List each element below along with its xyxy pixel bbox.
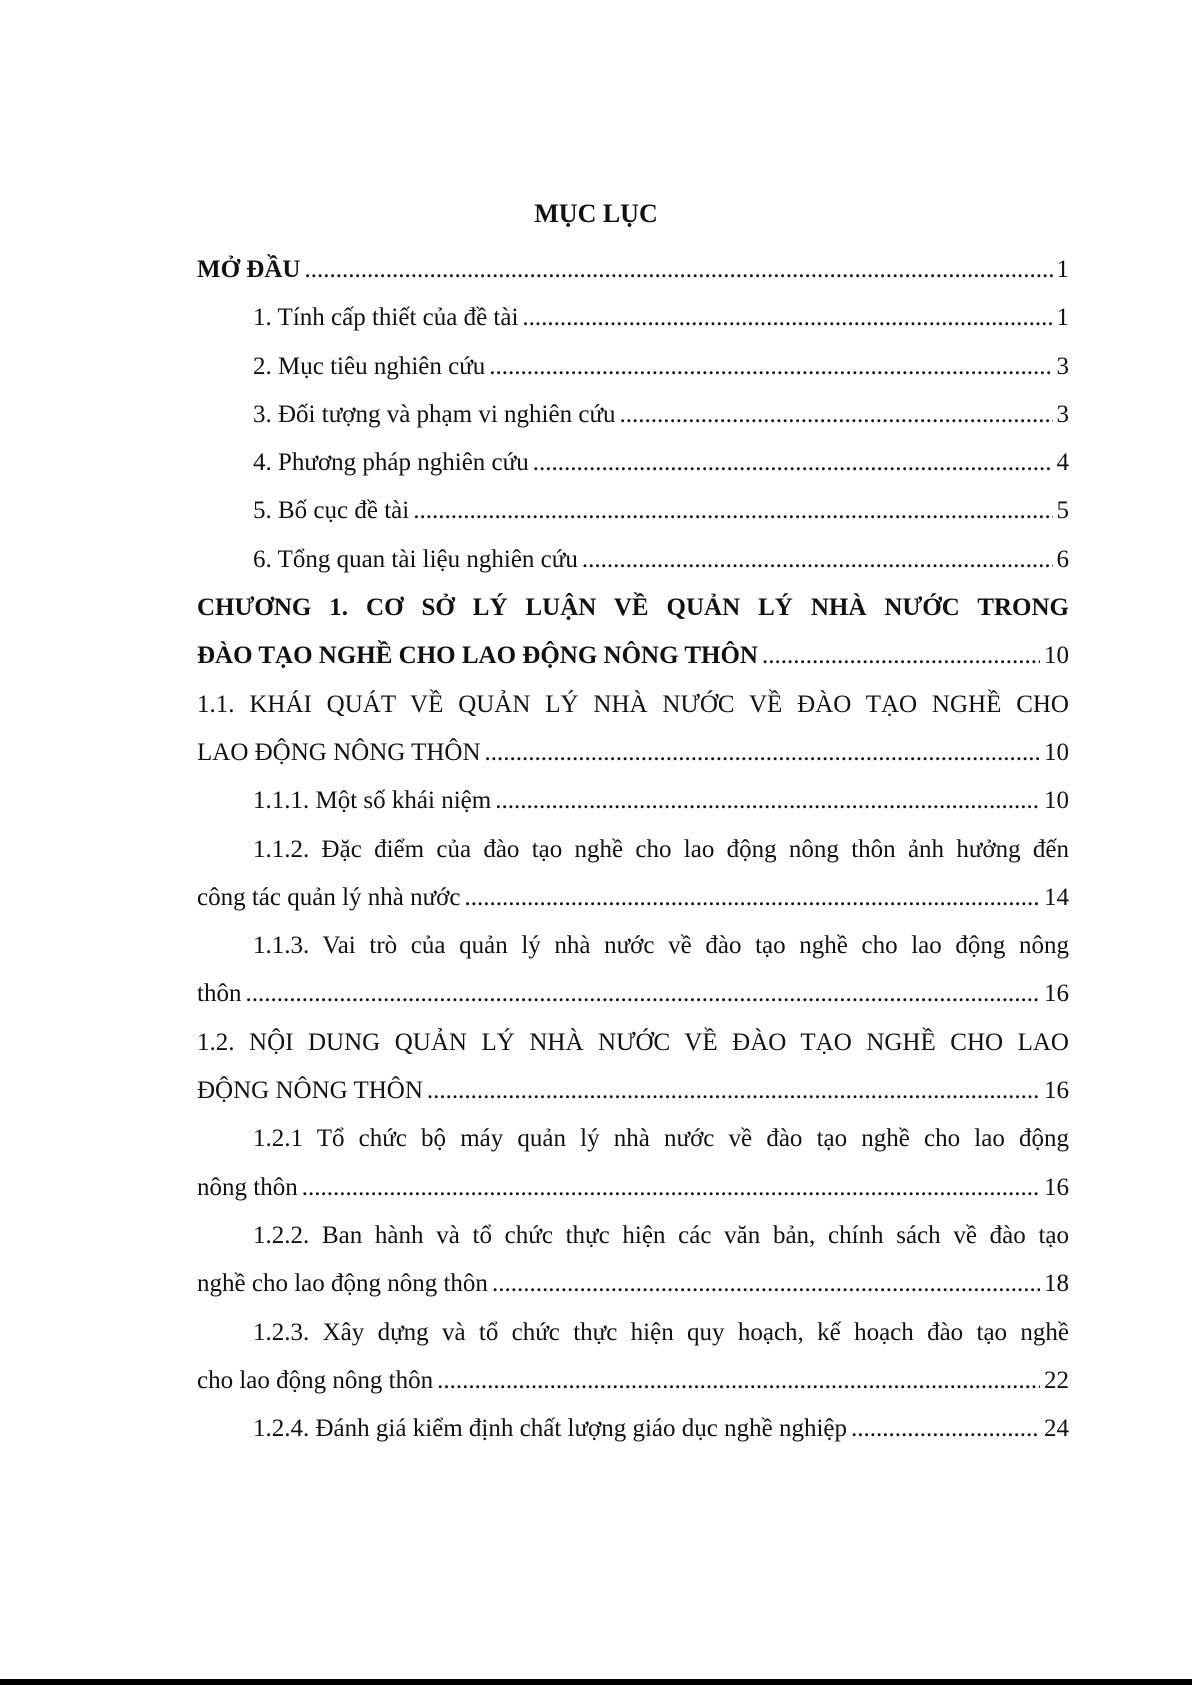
toc-entry-text: thôn: [197, 980, 242, 1008]
toc-entry-1-1-line1[interactable]: 1.1. KHÁI QUÁT VỀ QUẢN LÝ NHÀ NƯỚC VỀ ĐÀO TẠO NGHỀ CHO: [197, 690, 1069, 718]
toc-entry-text: 1.2.4. Đánh giá kiểm định chất lượng giáo dục nghề nghiệp: [253, 1415, 848, 1443]
toc-page-number: 10: [1044, 787, 1069, 815]
toc-entry-mo-dau[interactable]: [197, 246, 1069, 294]
toc-entry-text: cho lao động nông thôn: [197, 1366, 434, 1394]
toc-entry-text: 2. Mục tiêu nghiên cứu: [253, 352, 486, 380]
toc-page-number: 22: [1044, 1366, 1069, 1394]
toc-entry-1-1-2-line1[interactable]: 1.1.2. Đặc điểm của đào tạo nghề cho lao động nông thôn ảnh hưởng đến: [253, 835, 1069, 863]
toc-page-number: 10: [1044, 642, 1069, 670]
toc-entry-text: LAO ĐỘNG NÔNG THÔN: [197, 738, 481, 766]
dot-leader: [851, 1405, 1040, 1453]
toc-entry-section-4[interactable]: [197, 439, 1069, 487]
page-edge-bar: [0, 1679, 1192, 1685]
dot-leader: [465, 874, 1041, 922]
toc-entry-text: nghề cho lao động nông thôn: [197, 1270, 488, 1298]
toc-entry-1-2-1[interactable]: [197, 1164, 1069, 1212]
toc-page-number: 6: [1056, 545, 1069, 573]
toc-entry-1-2-line1[interactable]: 1.2. NỘI DUNG QUẢN LÝ NHÀ NƯỚC VỀ ĐÀO TẠO NGHỀ CHO LAO: [197, 1028, 1069, 1056]
toc-page-number: 3: [1056, 352, 1069, 380]
dot-leader: [533, 439, 1053, 487]
toc-page-number: 16: [1044, 980, 1069, 1008]
toc-entry-1-1-1[interactable]: [197, 777, 1069, 825]
toc-entry-text: công tác quản lý nhà nước: [197, 883, 461, 911]
toc-entry-text: 5. Bố cục đề tài: [253, 497, 410, 525]
toc-entry-text: 4. Phương pháp nghiên cứu: [253, 449, 529, 477]
toc-entry-1-1-3[interactable]: [197, 970, 1069, 1018]
dot-leader: [437, 1357, 1040, 1405]
dot-leader: [582, 536, 1053, 584]
toc-entry-chapter-1[interactable]: [197, 632, 1069, 680]
toc-page-number: 10: [1044, 738, 1069, 766]
toc-entry-section-2[interactable]: [197, 343, 1069, 391]
toc-entry-1-1[interactable]: [197, 729, 1069, 777]
toc-page-number: 1: [1056, 256, 1069, 283]
toc-page-number: 18: [1044, 1270, 1069, 1298]
dot-leader: [762, 632, 1040, 680]
dot-leader: [620, 391, 1053, 439]
toc-entry-text: 1.1.1. Một số khái niệm: [253, 787, 492, 815]
table-of-contents: [197, 246, 1069, 1453]
dot-leader: [427, 1067, 1040, 1115]
toc-entry-text: 3. Đối tượng và phạm vi nghiên cứu: [253, 400, 616, 428]
toc-page-number: 16: [1044, 1077, 1069, 1105]
toc-entry-1-2-3[interactable]: [197, 1357, 1069, 1405]
toc-entry-1-2-2[interactable]: [197, 1260, 1069, 1308]
toc-entry-text: MỞ ĐẦU: [197, 256, 301, 283]
toc-page-number: 14: [1044, 883, 1069, 911]
toc-page-number: 4: [1056, 449, 1069, 477]
toc-entry-text: 1. Tính cấp thiết của đề tài: [253, 304, 519, 332]
toc-entry-text: ĐÀO TẠO NGHỀ CHO LAO ĐỘNG NÔNG THÔN: [197, 642, 758, 670]
toc-entry-1-1-2[interactable]: [197, 874, 1069, 922]
toc-entry-section-5[interactable]: [197, 487, 1069, 535]
toc-entry-1-2-1-line1[interactable]: 1.2.1 Tổ chức bộ máy quản lý nhà nước về đào tạo nghề cho lao động: [253, 1125, 1069, 1153]
toc-page-number: 24: [1044, 1415, 1069, 1443]
dot-leader: [304, 246, 1052, 294]
toc-entry-1-2-2-line1[interactable]: 1.2.2. Ban hành và tổ chức thực hiện các văn bản, chính sách về đào tạo: [253, 1221, 1069, 1249]
toc-entry-1-2-3-line1[interactable]: 1.2.3. Xây dựng và tổ chức thực hiện quy hoạch, kế hoạch đào tạo nghề: [253, 1318, 1069, 1346]
toc-entry-1-2-4[interactable]: [197, 1405, 1069, 1453]
toc-page-number: 5: [1056, 497, 1069, 525]
dot-leader: [302, 1164, 1040, 1212]
dot-leader: [485, 729, 1040, 777]
dot-leader: [495, 777, 1040, 825]
dot-leader: [245, 970, 1040, 1018]
toc-page-number: 3: [1056, 400, 1069, 428]
dot-leader: [413, 487, 1052, 535]
page-title: MỤC LỤC: [534, 199, 658, 228]
toc-entry-1-2[interactable]: [197, 1067, 1069, 1115]
dot-leader: [492, 1260, 1040, 1308]
toc-page-number: 16: [1044, 1173, 1069, 1201]
dot-leader: [522, 294, 1052, 342]
toc-entry-1-1-3-line1[interactable]: 1.1.3. Vai trò của quản lý nhà nước về đào tạo nghề cho lao động nông: [253, 932, 1069, 960]
toc-entry-section-1[interactable]: [197, 294, 1069, 342]
toc-entry-text: ĐỘNG NÔNG THÔN: [197, 1077, 423, 1105]
toc-entry-text: nông thôn: [197, 1173, 298, 1201]
toc-entry-chapter-1-line1[interactable]: CHƯƠNG 1. CƠ SỞ LÝ LUẬN VỀ QUẢN LÝ NHÀ NƯỚC TRONG: [197, 594, 1069, 622]
toc-entry-section-6[interactable]: [197, 536, 1069, 584]
toc-entry-text: 6. Tổng quan tài liệu nghiên cứu: [253, 545, 578, 573]
toc-page-number: 1: [1056, 304, 1069, 332]
dot-leader: [489, 343, 1052, 391]
toc-entry-section-3[interactable]: [197, 391, 1069, 439]
